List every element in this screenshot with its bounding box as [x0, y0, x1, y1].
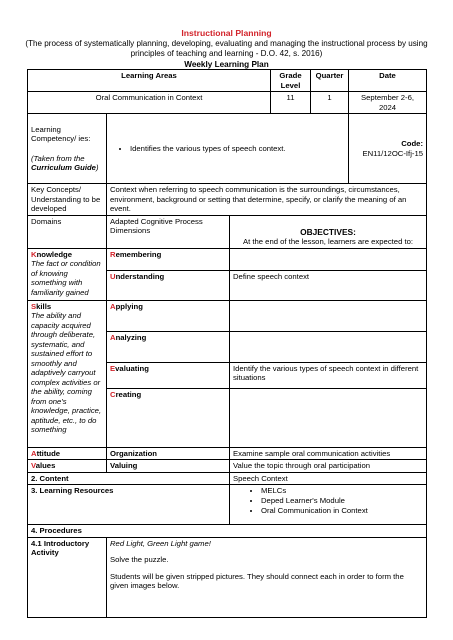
analyzing-objective — [230, 331, 427, 362]
creating-objective — [230, 388, 427, 447]
skills-cell — [28, 300, 107, 447]
content-label: 2. Content — [28, 472, 230, 485]
introductory-activity-label: 4.1 Introductory Activity — [28, 537, 107, 617]
procedures-label: 4. Procedures — [28, 525, 427, 538]
resource-item: • Oral Communication in Context — [261, 506, 423, 516]
skills-description: The ability and capacity acquired through deliberate, systematic, and sustained effort to smoothly and adaptively carryout complex activities or the ability, coming from one's knowledge, practice, aptitude, etc., to do something — [31, 311, 102, 434]
content-row — [28, 472, 427, 485]
grade-level-value: 11 — [271, 92, 311, 114]
remembering-level: Remembering — [107, 248, 230, 270]
understanding-objective: Define speech context — [230, 270, 427, 300]
quarter-header: Quarter — [311, 70, 349, 92]
knowledge-cell — [28, 248, 107, 300]
resource-item: • Deped Learner's Module — [261, 496, 423, 506]
applying-objective — [230, 300, 427, 331]
remembering-objective — [230, 248, 427, 270]
key-concepts-text: Context when referring to speech communication is the surroundings, circumstances, environment, background or setting that determine, specify, or clarify the meaning of an event. — [107, 184, 427, 216]
attitude-objective: Examine sample oral communication activities — [230, 447, 427, 460]
competency-row — [28, 114, 427, 184]
values-objective: Value the topic through oral participation — [230, 460, 427, 473]
intro-step-1: Solve the puzzle. — [110, 555, 169, 564]
header-row — [28, 70, 427, 92]
resources-label: 3. Learning Resources — [28, 485, 230, 525]
knowledge-description: The fact or condition of knowing something with familiarity gained — [31, 259, 101, 297]
document-title: Instructional Planning — [181, 28, 272, 38]
code-value: EN11/12OC-Ifj-15 — [362, 148, 424, 158]
knowledge-label: nowledge — [36, 249, 73, 259]
objectives-title: OBJECTIVES: — [300, 226, 356, 237]
date-value: September 2-6, 2024 — [349, 92, 427, 114]
domains-row — [28, 215, 427, 248]
resources-row — [28, 485, 427, 525]
competency-label-1: Learning — [31, 124, 61, 134]
evaluating-level: Evaluating — [107, 362, 230, 388]
cognitive-dimensions-label: Adapted Cognitive Process Dimensions — [107, 215, 230, 248]
competency-text-cell — [107, 114, 349, 184]
attitude-row — [28, 447, 427, 460]
remembering-row — [28, 248, 427, 270]
learning-areas-header: Learning Areas — [28, 70, 271, 92]
competency-label-2: Competency/ ies: — [31, 134, 91, 143]
weekly-learning-plan-table — [27, 69, 427, 618]
applying-level: Applying — [107, 300, 230, 331]
document-subtitle: (The process of systematically planning, developing, evaluating and managing the instructional process by using principles of teaching and learning - D.O. 42, s. 2016) — [25, 39, 428, 58]
objectives-header — [230, 215, 427, 248]
grade-level-header: Grade Level — [271, 70, 311, 92]
analyzing-level: Analyzing — [107, 331, 230, 362]
values-level: Valuing — [107, 460, 230, 473]
values-row — [28, 460, 427, 473]
key-concepts-row — [28, 184, 427, 216]
skills-initial: S — [31, 301, 37, 311]
content-value: Speech Context — [230, 472, 427, 485]
date-header: Date — [349, 70, 427, 92]
creating-level: Creating — [107, 388, 230, 447]
competency-source: (Taken from the Curriculum Guide) — [31, 153, 99, 172]
understanding-level: Understanding — [107, 270, 230, 300]
resource-item: • MELCs — [261, 486, 423, 496]
resources-list-cell — [230, 485, 427, 525]
competency-code-cell — [349, 114, 427, 184]
domains-label: Domains — [28, 215, 107, 248]
code-label: Code: — [401, 139, 424, 148]
competency-label-cell — [28, 114, 107, 184]
skills-label: kills — [36, 301, 52, 311]
introductory-activity-cell — [107, 537, 427, 617]
evaluating-objective: Identify the various types of speech context in different situations — [230, 362, 427, 388]
quarter-value: 1 — [311, 92, 349, 114]
plan-name: Weekly Learning Plan — [184, 60, 269, 69]
competency-bullet: • Identifies the various types of speech context. — [130, 144, 345, 154]
procedures-row — [28, 525, 427, 538]
knowledge-initial: K — [31, 249, 37, 259]
attitude-label: Attitude — [28, 447, 107, 460]
intro-step-2: Students will be given stripped pictures. They should connect each in order to form the given images below. — [110, 571, 404, 590]
key-concepts-label: Key Concepts/ Understanding to be developed — [28, 184, 107, 216]
learning-area-value: Oral Communication in Context — [28, 92, 271, 114]
values-label: Values — [28, 460, 107, 473]
info-row — [28, 92, 427, 114]
applying-row — [28, 300, 427, 331]
attitude-level: Organization — [107, 447, 230, 460]
objectives-subtitle: At the end of the lesson, learners are expected to: — [242, 237, 414, 246]
intro-title: Red Light, Green Light game! — [110, 538, 211, 548]
introductory-activity-row — [28, 537, 427, 617]
